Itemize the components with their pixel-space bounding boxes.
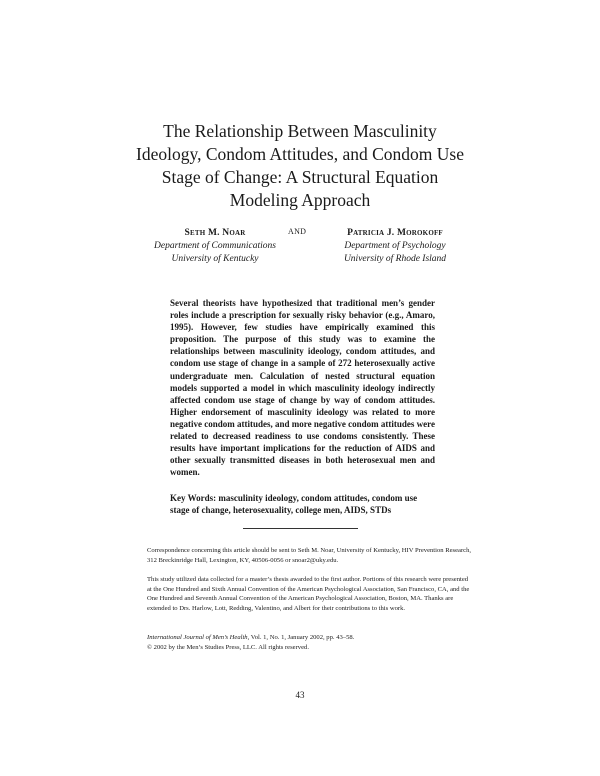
author-department: Department of Communications bbox=[154, 241, 276, 251]
correspondence-note: Correspondence concerning this article should be sent to Seth M. Noar, University of Kentucky, HIV Prevention Research, 312 Breckinridge Hall, Lexington, KY, 40506-0056 or snoar2@uky.edu. bbox=[147, 547, 472, 564]
author-name: Patricia J. Morokoff bbox=[347, 228, 443, 238]
page-number: 43 bbox=[295, 690, 305, 700]
author-name: Seth M. Noar bbox=[184, 228, 246, 238]
abstract: Several theorists have hypothesized that traditional men’s gender roles include a prescription for sexually risky behavior (e.g., Amaro, 1995). However, few studies have empirically examined this proposition. The purpose of this study was to examine the relationships between masculinity ideology, condom attitudes, and condom use stage of change in a sample of 272 heterosexually active undergraduate men. Calculation of nested structural equation models supported a model in which masculinity ideology indirectly affected condom use stage of change by way of condom attitudes. Higher endorsement of masculinity ideology was related to more negative condom attitudes, and more negative condom attitudes were related to decreased readiness to use condoms consistently. These results have important implications for the reduction of AIDS and other sexually transmitted diseases in both heterosexual men and women. bbox=[170, 298, 435, 478]
author-noar bbox=[140, 227, 290, 266]
author-morokoff bbox=[320, 227, 470, 266]
title-line: The Relationship Between Masculinity bbox=[163, 121, 437, 141]
author-institution: University of Rhode Island bbox=[343, 254, 447, 264]
footnote-divider bbox=[243, 528, 358, 529]
article-title bbox=[100, 120, 500, 212]
title-line: Stage of Change: A Structural Equation bbox=[161, 167, 439, 187]
keywords: Key Words: masculinity ideology, condom attitudes, condom use stage of change, heterosexuality, college men, AIDS, STDs bbox=[170, 493, 418, 516]
citation-note bbox=[147, 633, 472, 652]
acknowledgment-note: This study utilized data collected for a master’s thesis awarded to the first author. Portions of this research were presented at the One Hundred and Sixth Annual Convention of the American Psychological Association, San Francisco, CA, and the One Hundred and Seventh Annual Convention of the American Psychological Association, Boston, MA. Thanks are extended to Drs. Harlow, Lott, Redding, Valentino, and Albert for their contributions to this work. bbox=[147, 576, 470, 612]
copyright-line: © 2002 by the Men’s Studies Press, LLC. All rights reserved. bbox=[147, 643, 309, 651]
journal-name: International Journal of Men’s Health bbox=[147, 634, 248, 641]
title-line: Ideology, Condom Attitudes, and Condom Use bbox=[136, 144, 464, 164]
title-line: Modeling Approach bbox=[229, 190, 371, 210]
author-separator: AND bbox=[288, 227, 307, 236]
author-department: Department of Psychology bbox=[344, 241, 446, 251]
journal-citation: , Vol. 1, No. 1, January 2002, pp. 43–58. bbox=[247, 634, 355, 641]
author-institution: University of Kentucky bbox=[171, 254, 259, 264]
